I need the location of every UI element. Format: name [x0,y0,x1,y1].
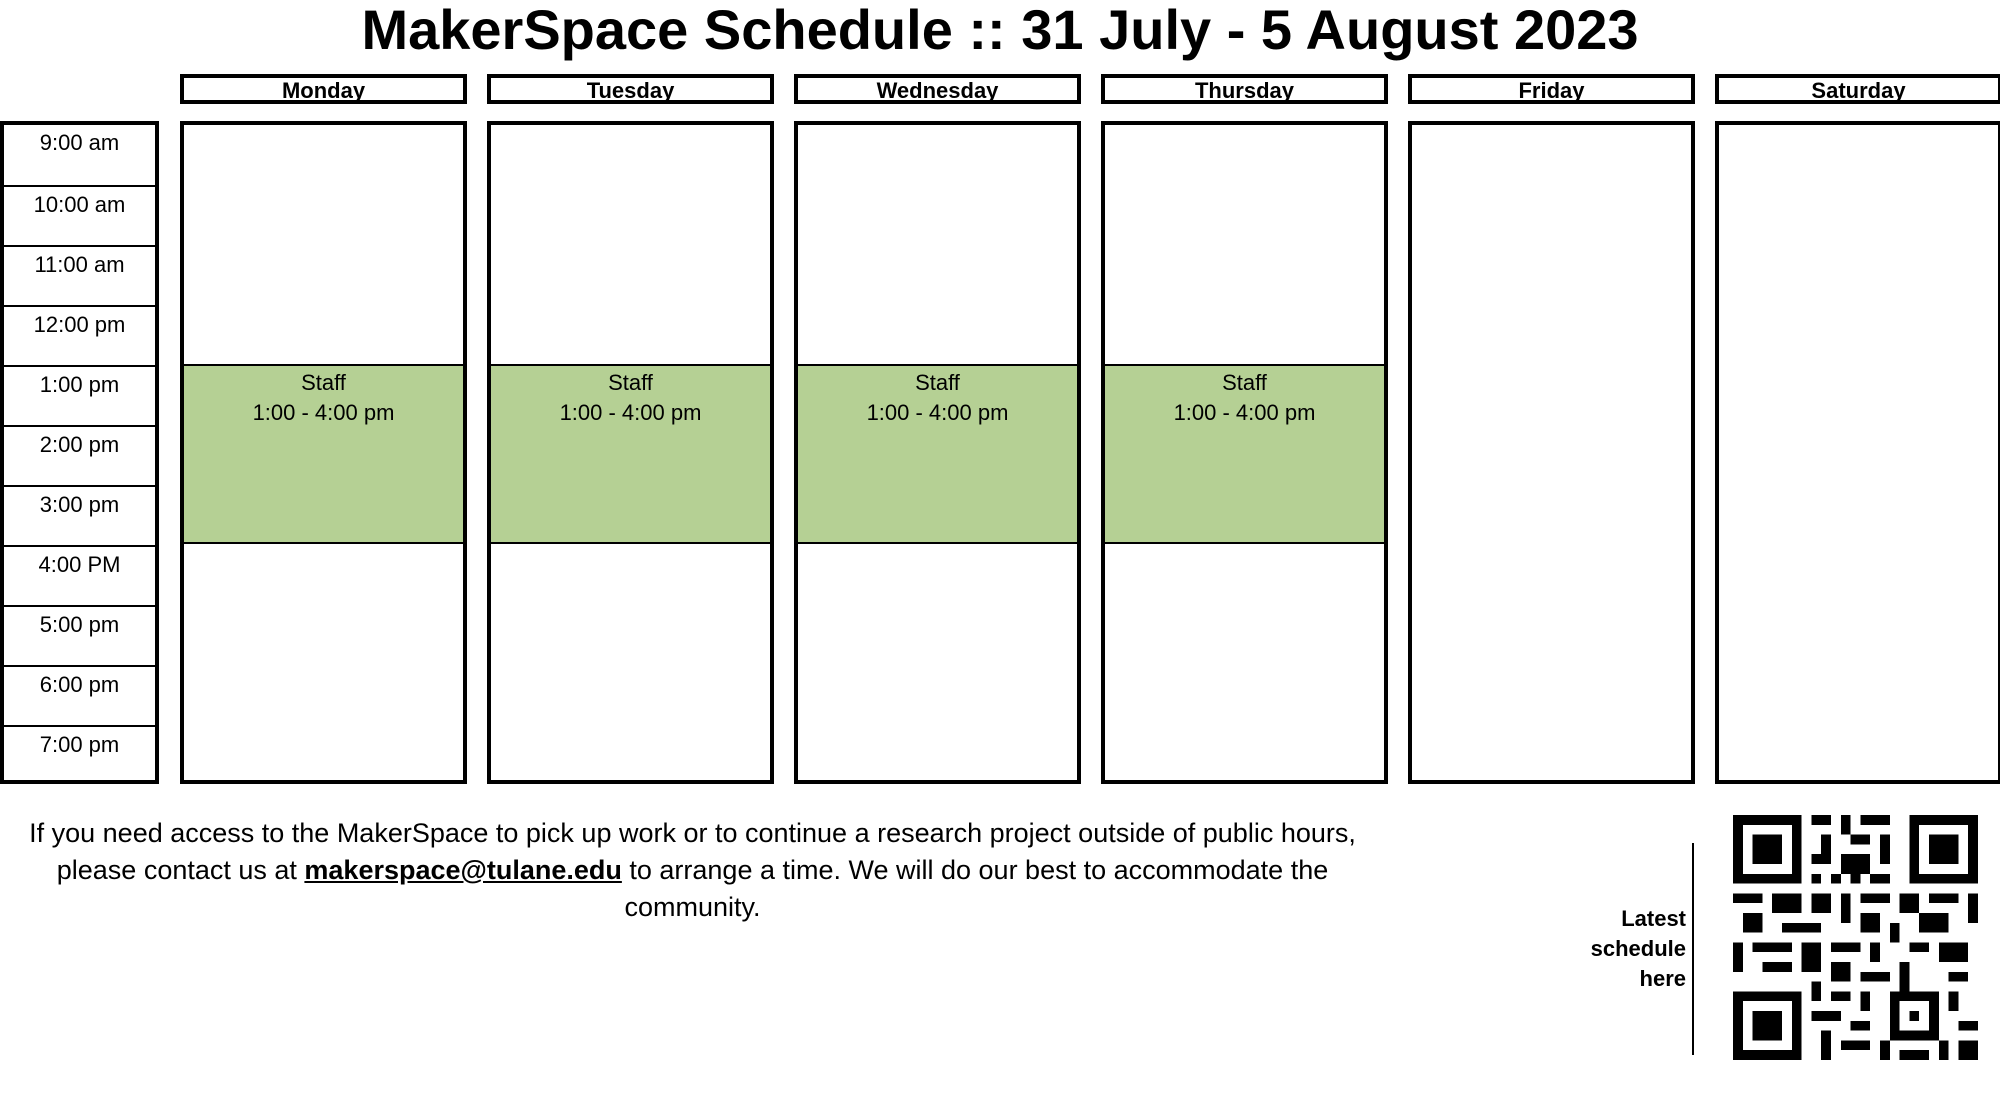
time-label: 12:00 pm [4,305,155,365]
day-column-tuesday [487,121,774,784]
day-header-tuesday: Tuesday [487,74,774,104]
notice-text-end: to arrange a time. We will do our best to accommodate the community. [621,855,1329,922]
divider [1692,843,1694,1055]
time-label: 9:00 am [39,130,120,155]
time-label: 3:00 pm [4,485,155,545]
shift-time: 1:00 - 4:00 pm [1173,400,1316,425]
time-label: 5:00 pm [4,605,155,665]
qr-label-line: Latest [1621,906,1686,931]
time-label: 2:00 pm [4,425,155,485]
time-label: 10:00 am [4,185,155,245]
shift-label: Staff [1222,370,1267,395]
time-column [0,121,159,784]
shift-block [1105,364,1384,544]
time-label: 1:00 pm [4,365,155,425]
shift-block [798,364,1077,544]
time-label: 6:00 pm [4,665,155,725]
day-header-monday: Monday [180,74,467,104]
shift-block [184,364,463,544]
shift-time: 1:00 - 4:00 pm [559,400,702,425]
time-label: 4:00 PM [4,545,155,605]
day-column-monday [180,121,467,784]
day-header-friday: Friday [1408,74,1695,104]
shift-label: Staff [608,370,653,395]
shift-time: 1:00 - 4:00 pm [252,400,395,425]
day-header-thursday: Thursday [1101,74,1388,104]
shift-label: Staff [301,370,346,395]
day-column-wednesday [794,121,1081,784]
qr-code-icon[interactable] [1733,815,1978,1060]
page-title: MakerSpace Schedule :: 31 July - 5 August 2023 [361,0,1639,61]
qr-label-line: here [1639,966,1686,991]
notice-text-start: If you need access to the MakerSpace to pick up work or to continue a research project outside of public hours, please contact us at [29,818,1356,885]
day-header-saturday: Saturday [1715,74,2000,104]
day-column-saturday [1715,121,2000,784]
contact-email-link[interactable]: makerspace@tulane.edu [304,855,622,885]
shift-label: Staff [915,370,960,395]
day-column-friday [1408,121,1695,784]
day-column-thursday [1101,121,1388,784]
time-label: 11:00 am [4,245,155,305]
shift-time: 1:00 - 4:00 pm [866,400,1009,425]
shift-block [491,364,770,544]
qr-label [1560,904,1686,994]
day-header-wednesday: Wednesday [794,74,1081,104]
qr-label-line: schedule [1590,936,1686,961]
access-notice [0,815,1385,926]
time-label: 7:00 pm [4,725,155,785]
